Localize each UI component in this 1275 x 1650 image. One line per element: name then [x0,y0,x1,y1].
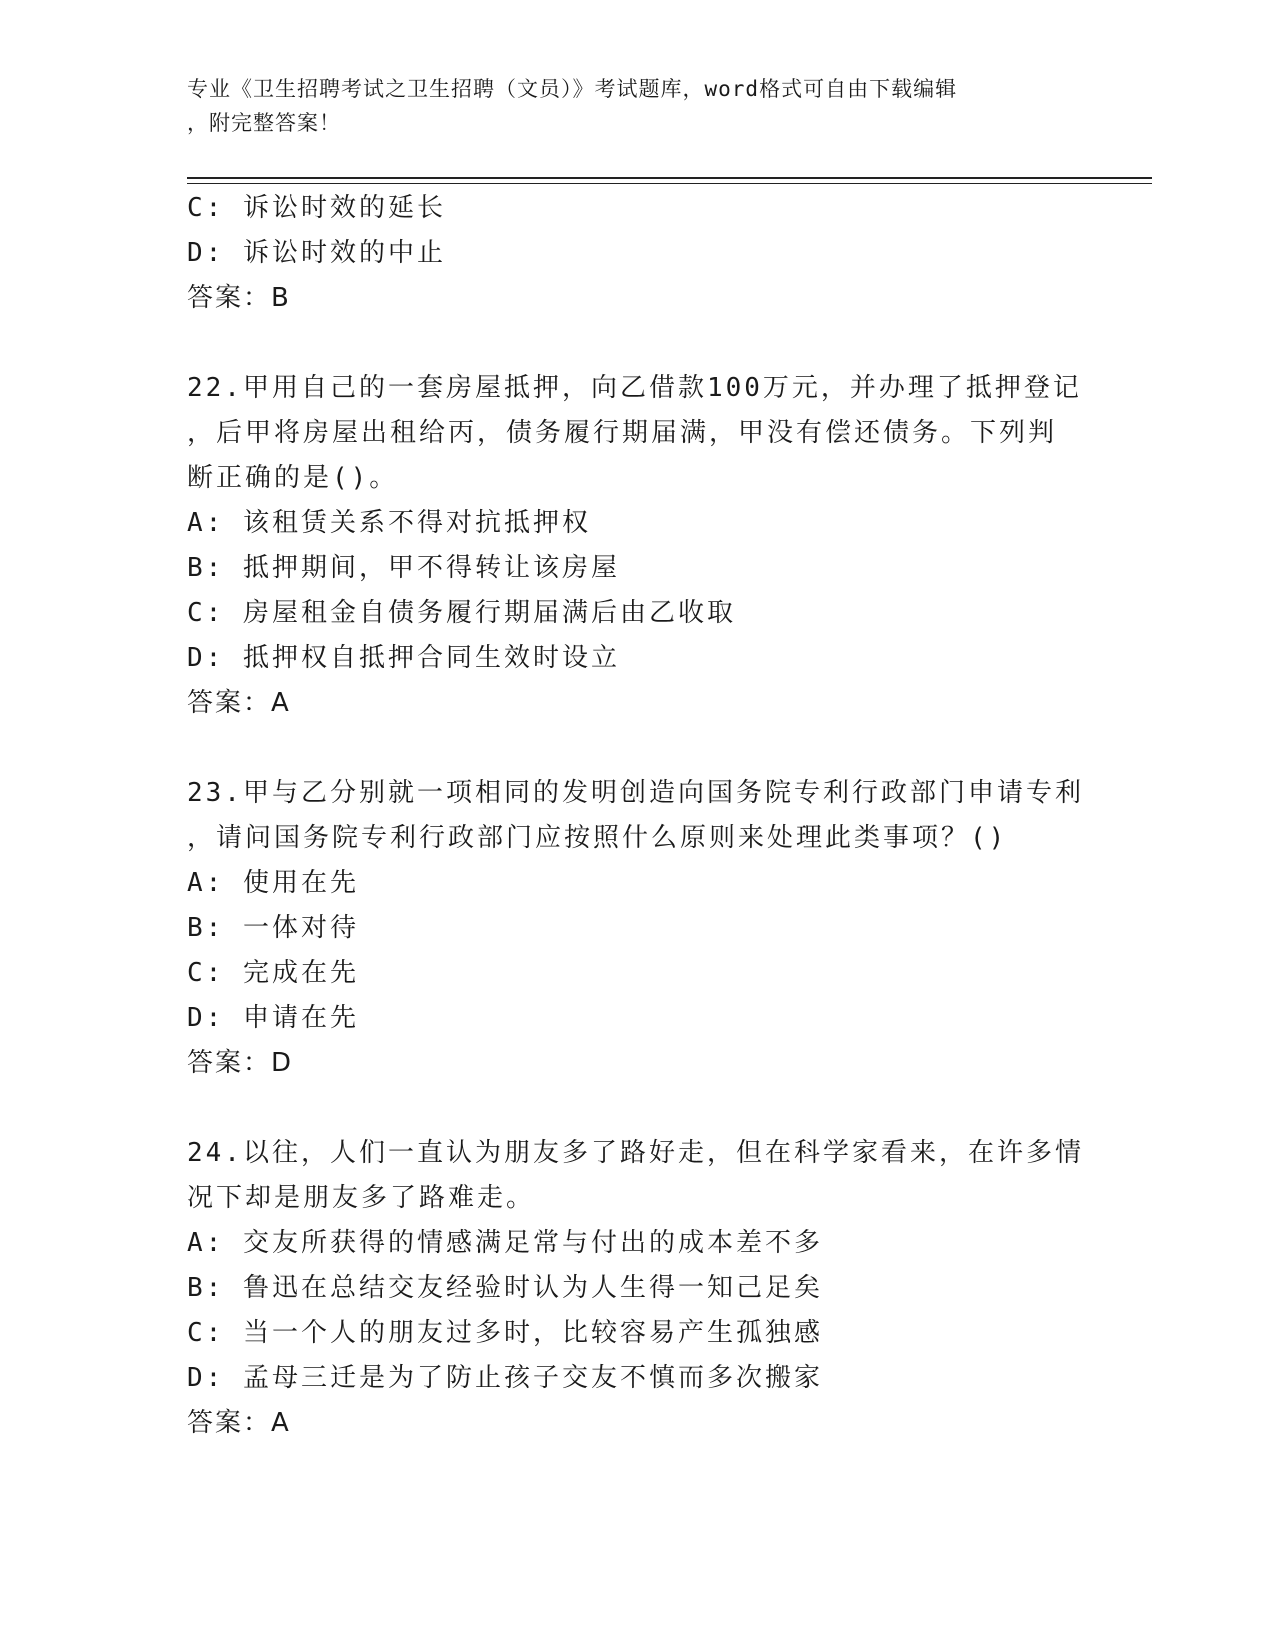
answer: 答案：A [187,1408,291,1438]
spacer [187,726,1087,771]
option-a: A: 该租赁关系不得对抗抵押权 [187,508,591,538]
previous-question-tail [187,186,1087,321]
option-b: B: 抵押期间，甲不得转让该房屋 [187,553,620,583]
answer: 答案：D [187,1048,294,1078]
question-23 [187,771,1087,1086]
option-c: C: 当一个人的朋友过多时，比较容易产生孤独感 [187,1318,823,1348]
option-d: D: 申请在先 [187,1003,359,1033]
header-line-2: ，附完整答案！ [187,111,341,135]
option-c: C: 房屋租金自债务履行期届满后由乙收取 [187,598,736,628]
option-a: A: 交友所获得的情感满足常与付出的成本差不多 [187,1228,823,1258]
question-stem-line: 24.以往，人们一直认为朋友多了路好走，但在科学家看来，在许多情 [187,1138,1084,1168]
option-d: D: 孟母三迁是为了防止孩子交友不慎而多次搬家 [187,1363,823,1393]
question-24 [187,1131,1087,1446]
option-b: B: 一体对待 [187,913,359,943]
spacer [187,1086,1087,1131]
header-line-1: 专业《卫生招聘考试之卫生招聘（文员）》考试题库，word格式可自由下载编辑 [187,77,958,101]
option-b: B: 鲁迅在总结交友经验时认为人生得一知己足矣 [187,1273,823,1303]
question-list [187,186,1087,1446]
question-stem-line: 23.甲与乙分别就一项相同的发明创造向国务院专利行政部门申请专利 [187,778,1084,808]
option-d: D: 抵押权自抵押合同生效时设立 [187,643,620,673]
spacer [187,321,1087,366]
question-stem-line: 22.甲用自己的一套房屋抵押，向乙借款100万元，并办理了抵押登记 [187,373,1082,403]
question-stem-line: ，后甲将房屋出租给丙，债务履行期届满，甲没有偿还债务。下列判 [187,418,1058,448]
question-stem-line: ，请问国务院专利行政部门应按照什么原则来处理此类事项？() [187,823,1008,853]
option-d: D: 诉讼时效的中止 [187,238,446,268]
document-header [187,72,1067,140]
answer: 答案：A [187,688,291,718]
option-a: A: 使用在先 [187,868,359,898]
option-c: C: 完成在先 [187,958,359,988]
option-c: C: 诉讼时效的延长 [187,193,446,223]
header-rule-thin [187,183,1152,184]
question-stem-line: 断正确的是()。 [187,463,399,493]
question-stem-line: 况下却是朋友多了路难走。 [187,1183,536,1213]
answer: 答案：B [187,283,291,313]
header-rule-thick [187,177,1152,179]
question-22 [187,366,1087,726]
